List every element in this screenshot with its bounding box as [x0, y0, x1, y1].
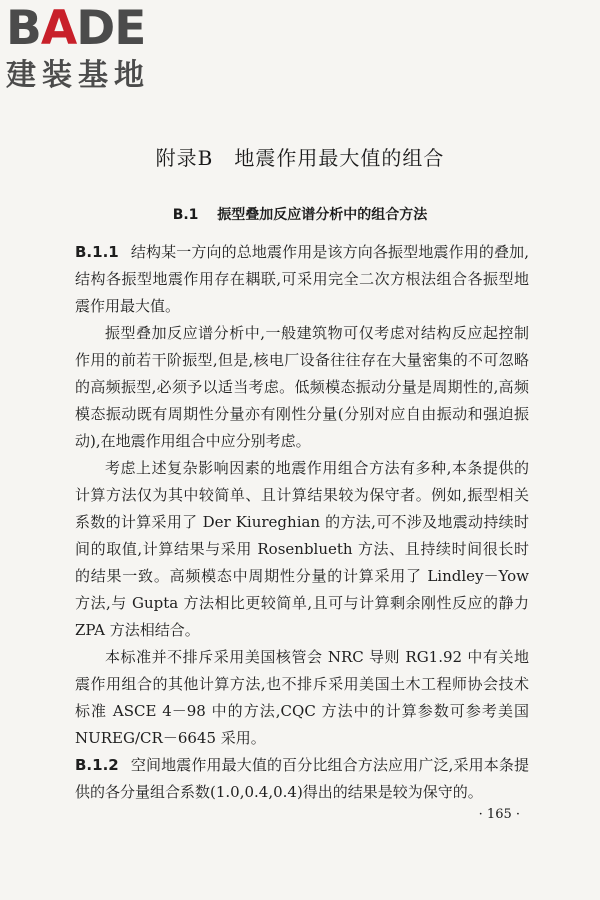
- paragraph: [75, 644, 529, 752]
- paragraph-clause-b-1-1: [75, 239, 529, 320]
- section-heading: [0, 204, 600, 224]
- logo-letter-accent: A: [40, 1, 77, 56]
- logo-subtitle: 建装基地: [6, 58, 150, 93]
- clause-number: B.1.1: [75, 243, 119, 261]
- paragraph: [75, 320, 529, 455]
- paragraph: [75, 455, 529, 644]
- page-number: · 165 ·: [478, 807, 520, 822]
- logo-letters-post: DE: [76, 1, 146, 56]
- clause-number: B.1.2: [75, 756, 119, 774]
- paragraph-text: 本标准并不排斥采用美国核管会 NRC 导则 RG1.92 中有关地震作用组合的其他计算方法,也不排斥采用美国土木工程师协会技术标准 ASCE 4－98 中的方法,CQC 方法中的计算参数可参考美国 NUREG/CR－6645 采用。: [75, 648, 529, 747]
- appendix-title: 附录B 地震作用最大值的组合: [155, 146, 445, 170]
- paragraph-text: 结构某一方向的总地震作用是该方向各振型地震作用的叠加,结构各振型地震作用存在耦联,可采用完全二次方根法组合各振型地震作用最大值。: [75, 243, 529, 315]
- section-number: B.1: [172, 207, 199, 223]
- brand-logo: [6, 1, 176, 94]
- logo-letters-pre: B: [6, 1, 41, 56]
- paragraph-text: 考虑上述复杂影响因素的地震作用组合方法有多种,本条提供的计算方法仅为其中较简单、且计算结果较为保守者。例如,振型相关系数的计算采用了 Der Kiureghian 的方法,可不涉及地震动持续时间的取值,计算结果与采用 Rosenblueth 方法、且持续时间很长时的结果一致。高频模态中周期性分量的计算采用了 Lindley－Yow 方法,与 Gupta 方法相比更较简单,且可与计算剩余刚性反应的静力 ZPA 方法相结合。: [75, 459, 529, 639]
- paragraph-text: 振型叠加反应谱分析中,一般建筑物可仅考虑对结构反应起控制作用的前若干阶振型,但是,核电厂设备往往存在大量密集的不可忽略的高频振型,必须予以适当考虑。低频模态振动分量是周期性的,高频模态振动既有周期性分量亦有刚性分量(分别对应自由振动和强迫振动),在地震作用组合中应分别考虑。: [75, 324, 529, 450]
- section-title: 振型叠加反应谱分析中的组合方法: [217, 207, 428, 223]
- paragraph-text: 空间地震作用最大值的百分比组合方法应用广泛,采用本条提供的各分量组合系数(1.0,0.4,0.4)得出的结果是较为保守的。: [75, 756, 529, 801]
- paragraph-clause-b-1-2: [75, 752, 529, 806]
- logo-wordmark: [6, 1, 176, 56]
- body-text: [75, 239, 529, 806]
